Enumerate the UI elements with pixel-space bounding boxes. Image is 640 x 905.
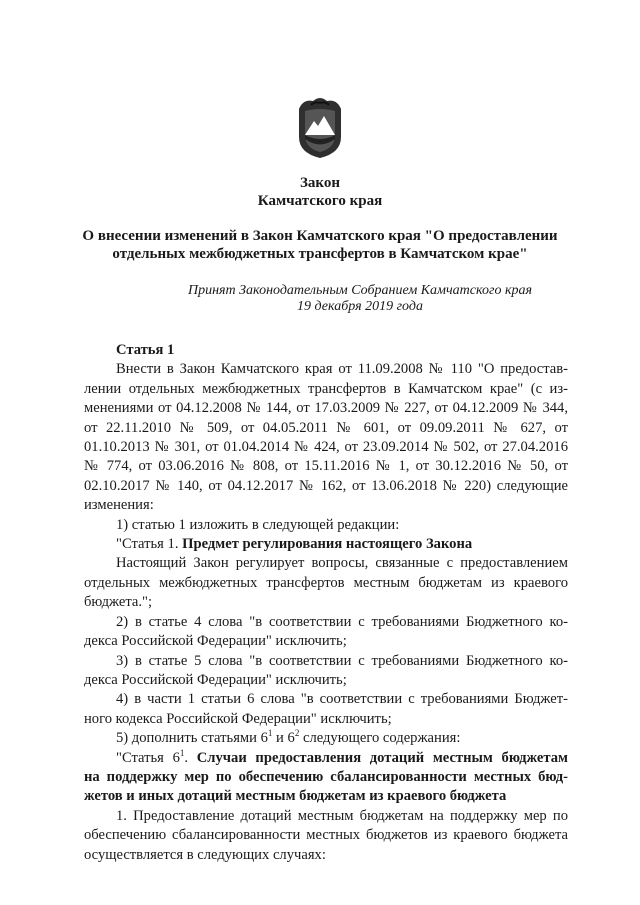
- article-1-title-line: [84, 535, 568, 554]
- coat-of-arms-icon: [293, 95, 347, 159]
- item-5-text: следующего содержания:: [299, 730, 461, 747]
- adoption-note: Принят Законодательным Собранием Камчатского края: [187, 283, 533, 298]
- law-subject-line-2: отдельных межбюджетных трансфертов в Камчатском крае": [112, 246, 528, 262]
- law-title: Закон: [299, 175, 340, 191]
- item-3-line: декса Российской Федерации" исключить;: [84, 671, 347, 688]
- law-subject-line-1: О внесении изменений в Закон Камчатского края "О предоставлении: [82, 228, 558, 244]
- law-body: [84, 341, 568, 865]
- item-3-line: 3) в статье 5 слова "в соответствии с требованиями Бюджетного ко-: [116, 652, 568, 669]
- article-6-1-title: Случаи предоставления дотаций местным бюджетам: [196, 749, 568, 766]
- article-6-1-title-line: на поддержку мер по обеспечению сбалансированности местных бюд-: [84, 768, 568, 785]
- intro-line: от 22.11.2010 № 509, от 04.05.2011 № 601, от 09.09.2011 № 627, от: [84, 419, 568, 436]
- law-region: Камчатского края: [257, 193, 383, 209]
- item-2-line: 2) в статье 4 слова "в соответствии с требованиями Бюджетного ко-: [116, 613, 568, 630]
- item-5-text: 5) дополнить статьями 6: [116, 730, 268, 747]
- item-1: 1) статью 1 изложить в следующей редакции:: [116, 516, 400, 533]
- intro-line: 01.10.2013 № 301, от 01.04.2014 № 424, от 23.09.2014 № 502, от 27.04.2016: [84, 439, 568, 456]
- item-5-sup: 2: [294, 728, 300, 739]
- article-1-prefix: "Статья 1.: [116, 536, 183, 553]
- intro-line: 02.10.2017 № 140, от 04.12.2017 № 162, от 13.06.2018 № 220) следующие: [84, 477, 568, 494]
- intro-line: Внести в Закон Камчатского края от 11.09.2008 № 110 "О предостав-: [116, 361, 568, 378]
- intro-line: менениями от 04.12.2008 № 144, от 17.03.2009 № 227, от 04.12.2009 № 344,: [84, 400, 568, 417]
- item-5-sup: 1: [267, 728, 273, 739]
- article-6-1-paragraph-line: обеспечению сбалансированности местных бюджетов из краевого бюджета: [84, 827, 568, 844]
- article-6-1-title-line: жетов и иных дотаций местным бюджетам из краевого бюджета: [84, 788, 507, 805]
- intro-line: лении отдельных межбюджетных трансфертов в Камчатском крае" (с из-: [84, 380, 568, 397]
- article-6-1-dot: .: [184, 749, 197, 766]
- adoption-date: 19 декабря 2019 года: [297, 299, 423, 314]
- intro-line: № 774, от 03.06.2016 № 808, от 15.11.2016 № 1, от 30.12.2016 № 50, от: [84, 458, 568, 475]
- article-1-heading: Статья 1: [116, 342, 175, 358]
- item-5: [84, 729, 568, 748]
- article-1-text-line: Настоящий Закон регулирует вопросы, связанные с предоставлением: [116, 555, 568, 572]
- article-6-1-paragraph-line: осуществляется в следующих случаях:: [84, 846, 326, 863]
- article-6-1-sup: 1: [179, 747, 185, 758]
- article-1-text-line: бюджета.";: [84, 594, 153, 611]
- item-5-text: и 6: [272, 730, 295, 747]
- article-1-text-line: отдельных межбюджетных трансфертов местным бюджетам из краевого: [84, 574, 568, 591]
- article-1-title: Предмет регулирования настоящего Закона: [182, 536, 473, 553]
- intro-line: изменения:: [84, 497, 154, 514]
- item-4-line: ного кодекса Российской Федерации" исключить;: [84, 710, 392, 727]
- item-2-line: декса Российской Федерации" исключить;: [84, 633, 347, 650]
- article-6-1-paragraph-line: 1. Предоставление дотаций местным бюджетам на поддержку мер по: [116, 807, 568, 824]
- item-4-line: 4) в части 1 статьи 6 слова "в соответствии с требованиями Бюджет-: [116, 691, 568, 708]
- article-6-1-title-line: [84, 749, 568, 768]
- article-6-1-prefix: "Статья 6: [116, 749, 180, 766]
